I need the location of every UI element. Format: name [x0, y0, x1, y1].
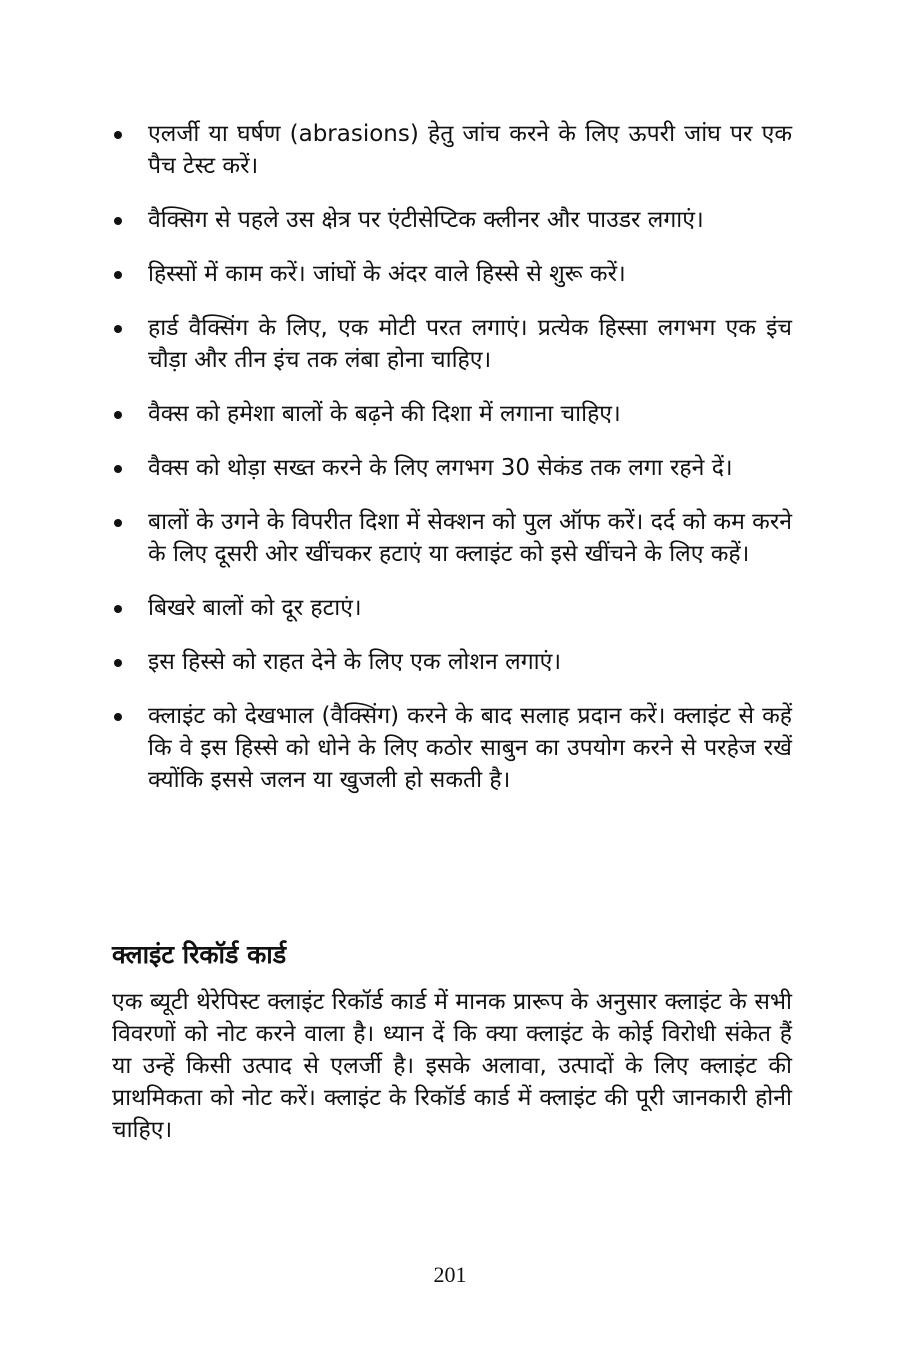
- list-item: [112, 592, 792, 624]
- bullet-text: बिखरे बालों को दूर हटाएं।: [148, 595, 362, 621]
- list-item: [112, 646, 792, 678]
- bullet-text: हिस्सों में काम करें। जांघों के अंदर वाले हिस्से से शुरू करें।: [148, 261, 626, 287]
- bullet-text: वैक्स को थोड़ा सख्त करने के लिए लगभग 30 सेकंड तक लगा रहने दें।: [148, 455, 733, 481]
- page-number: 201: [433, 1262, 467, 1287]
- bullet-icon: [114, 605, 122, 613]
- bullet-icon: [114, 325, 122, 333]
- list-item: [112, 204, 792, 236]
- bullet-icon: [114, 465, 122, 473]
- list-item: [112, 118, 792, 182]
- bullet-text: इस हिस्से को राहत देने के लिए एक लोशन लगाएं।: [148, 649, 562, 675]
- bullet-icon: [114, 519, 122, 527]
- list-item: [112, 452, 792, 484]
- list-item: [112, 312, 792, 376]
- bullet-icon: [114, 659, 122, 667]
- bullet-text: बालों के उगने के विपरीत दिशा में सेक्शन को पुल ऑफ करें। दर्द को कम करने के लिए दूसरी ओर खींचकर हटाएं या क्लाइंट को इसे खींचने के लिए कहें।: [148, 509, 792, 567]
- list-item: [112, 258, 792, 290]
- bullet-text: हार्ड वैक्सिंग के लिए, एक मोटी परत लगाएं। प्रत्येक हिस्सा लगभग एक इंच चौड़ा और तीन इंच तक लंबा होना चाहिए।: [148, 315, 792, 373]
- bullet-text: एलर्जी या घर्षण (abrasions) हेतु जांच करने के लिए ऊपरी जांघ पर एक पैच टेस्ट करें।: [148, 121, 792, 179]
- bullet-text: वैक्सिग से पहले उस क्षेत्र पर एंटीसेप्टिक क्लीनर और पाउडर लगाएं।: [148, 207, 704, 233]
- bullet-icon: [114, 131, 122, 139]
- bullet-icon: [114, 713, 122, 721]
- bullet-icon: [114, 217, 122, 225]
- section-paragraph: एक ब्यूटी थेरेपिस्ट क्लाइंट रिकॉर्ड कार्ड में मानक प्रारूप के अनुसार क्लाइंट के सभी विवरणों को नोट करने वाला है। ध्यान दें कि क्या क्लाइंट के कोई विरोधी संकेत हैं या उन्हें किसी उत्पाद से एलर्जी है। इसके अलावा, उत्पादों के लिए क्लाइंट की प्राथमिकता को नोट करें। क्लाइंट के रिकॉर्ड कार्ड में क्लाइंट की पूरी जानकारी होनी चाहिए।: [112, 989, 792, 1143]
- list-item: [112, 700, 792, 796]
- section-heading: क्लाइंट रिकॉर्ड कार्ड: [112, 940, 287, 969]
- list-item: [112, 506, 792, 570]
- bullet-list: [112, 118, 792, 818]
- bullet-text: क्लाइंट को देखभाल (वैक्सिंग) करने के बाद सलाह प्रदान करें। क्लाइंट से कहें कि वे इस हिस्से को धोने के लिए कठोर साबुन का उपयोग करने से परहेज रखें क्योंकि इससे जलन या खुजली हो सकती है।: [148, 703, 792, 793]
- bullet-icon: [114, 271, 122, 279]
- bullet-icon: [114, 411, 122, 419]
- list-item: [112, 398, 792, 430]
- bullet-text: वैक्स को हमेशा बालों के बढ़ने की दिशा में लगाना चाहिए।: [148, 401, 621, 427]
